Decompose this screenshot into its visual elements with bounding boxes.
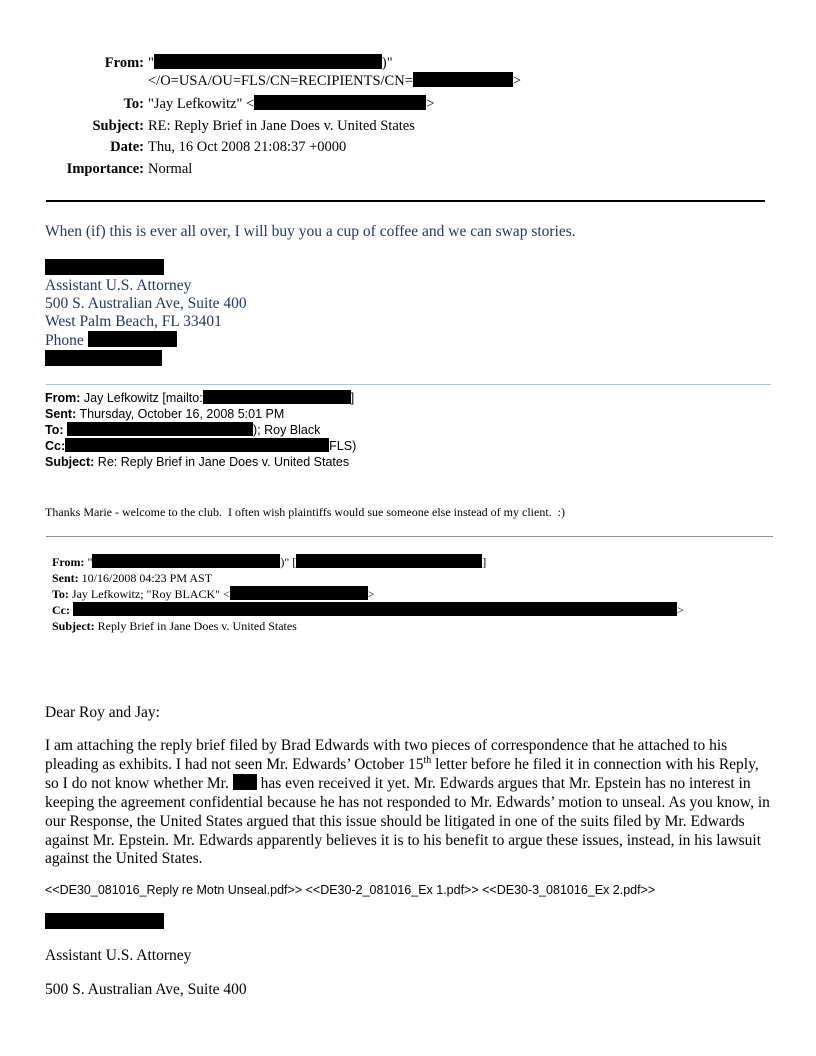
original-to-row: To: Jay Lefkowitz; "Roy BLACK" < > bbox=[52, 587, 375, 601]
redaction-bar bbox=[92, 554, 280, 568]
redaction-bar bbox=[154, 54, 382, 69]
original-from-row: From: " )" [ ] bbox=[52, 555, 487, 569]
letter-paragraph: I am attaching the reply brief filed by Brad Edwards with two pieces of correspondence that he attached to his pleading as exhibits. I had not seen Mr. Edwards’ October 15th letter before he filed it in connection with his Reply, so I do not know whether Mr. has even received it yet. Mr. Edwards argues that Mr. Epstein has no interest in keeping the agreement confidential because he has not responded to Mr. Edwards’ motion to unseal. As you know, in our Response, the United States argued that this issue should be litigated in one of the suits filed by Mr. Edwards against Mr. Epstein. Mr. Edwards apparently believes it is to his benefit to argue these issues, instead, in his lawsuit against the United States. bbox=[45, 737, 770, 868]
header-subject-label: Subject: bbox=[92, 118, 144, 134]
original-sent-row: Sent: 10/16/2008 04:23 PM AST bbox=[52, 571, 213, 585]
reply-message: When (if) this is ever all over, I will buy you a cup of coffee and we can swap stories. bbox=[45, 223, 576, 240]
reply-signature-phone: Phone bbox=[45, 331, 177, 350]
redaction-bar bbox=[45, 350, 162, 366]
redaction-bar bbox=[45, 913, 164, 929]
original-cc-row: Cc: > bbox=[52, 603, 684, 617]
header-importance-label: Importance: bbox=[66, 161, 144, 177]
forwarded-cc-row: Cc: FLS) bbox=[45, 439, 357, 453]
reply-signature-address2: West Palm Beach, FL 33401 bbox=[45, 313, 222, 330]
header-from-value: " )" bbox=[148, 55, 393, 71]
header-to-value: "Jay Lefkowitz" < > bbox=[148, 96, 435, 112]
letter-signature-title: Assistant U.S. Attorney bbox=[45, 947, 192, 964]
redaction-bar bbox=[203, 390, 351, 404]
redaction-bar bbox=[73, 602, 677, 616]
header-subject-value: RE: Reply Brief in Jane Does v. United States bbox=[148, 118, 415, 134]
redaction-bar bbox=[413, 72, 513, 87]
letter-signature-address: 500 S. Australian Ave, Suite 400 bbox=[45, 981, 247, 998]
redaction-bar bbox=[65, 438, 329, 452]
reply-signature-title: Assistant U.S. Attorney bbox=[45, 277, 192, 294]
forwarded-divider bbox=[46, 536, 773, 537]
header-from-address: </O=USA/OU=FLS/CN=RECIPIENTS/CN= > bbox=[148, 73, 522, 89]
forwarded-sent-row: Sent: Thursday, October 16, 2008 5:01 PM bbox=[45, 407, 285, 421]
header-date-value: Thu, 16 Oct 2008 21:08:37 +0000 bbox=[148, 139, 347, 155]
forwarded-to-row: To: ); Roy Black bbox=[45, 423, 321, 437]
original-subject-row: Subject: Reply Brief in Jane Does v. United States bbox=[52, 619, 297, 633]
redaction-bar bbox=[45, 259, 164, 275]
letter-salutation: Dear Roy and Jay: bbox=[45, 704, 160, 721]
redaction-bar bbox=[67, 422, 253, 436]
forwarded-from-row: From: Jay Lefkowitz [mailto: ] bbox=[45, 391, 355, 405]
header-from-label: From: bbox=[104, 55, 144, 71]
redaction-bar bbox=[254, 95, 426, 110]
attachments-list: <<DE30_081016_Reply re Motn Unseal.pdf>> <<DE30-2_081016_Ex 1.pdf>> <<DE30-3_081016_Ex 2.pdf>> bbox=[45, 883, 656, 897]
forwarded-subject-row: Subject: Re: Reply Brief in Jane Does v. United States bbox=[45, 455, 350, 469]
header-date-label: Date: bbox=[110, 139, 144, 155]
header-to-label: To: bbox=[123, 96, 144, 112]
redaction-bar bbox=[230, 586, 368, 600]
header-importance-value: Normal bbox=[148, 161, 193, 177]
redaction-bar bbox=[296, 554, 482, 568]
reply-signature-address1: 500 S. Australian Ave, Suite 400 bbox=[45, 295, 247, 312]
header-divider bbox=[46, 200, 765, 202]
redaction-bar bbox=[233, 774, 257, 790]
redaction-bar bbox=[88, 331, 177, 347]
reply-divider bbox=[46, 384, 771, 385]
forwarded-message: Thanks Marie - welcome to the club. I often wish plaintiffs would sue someone else instead of my client. :) bbox=[45, 505, 565, 519]
